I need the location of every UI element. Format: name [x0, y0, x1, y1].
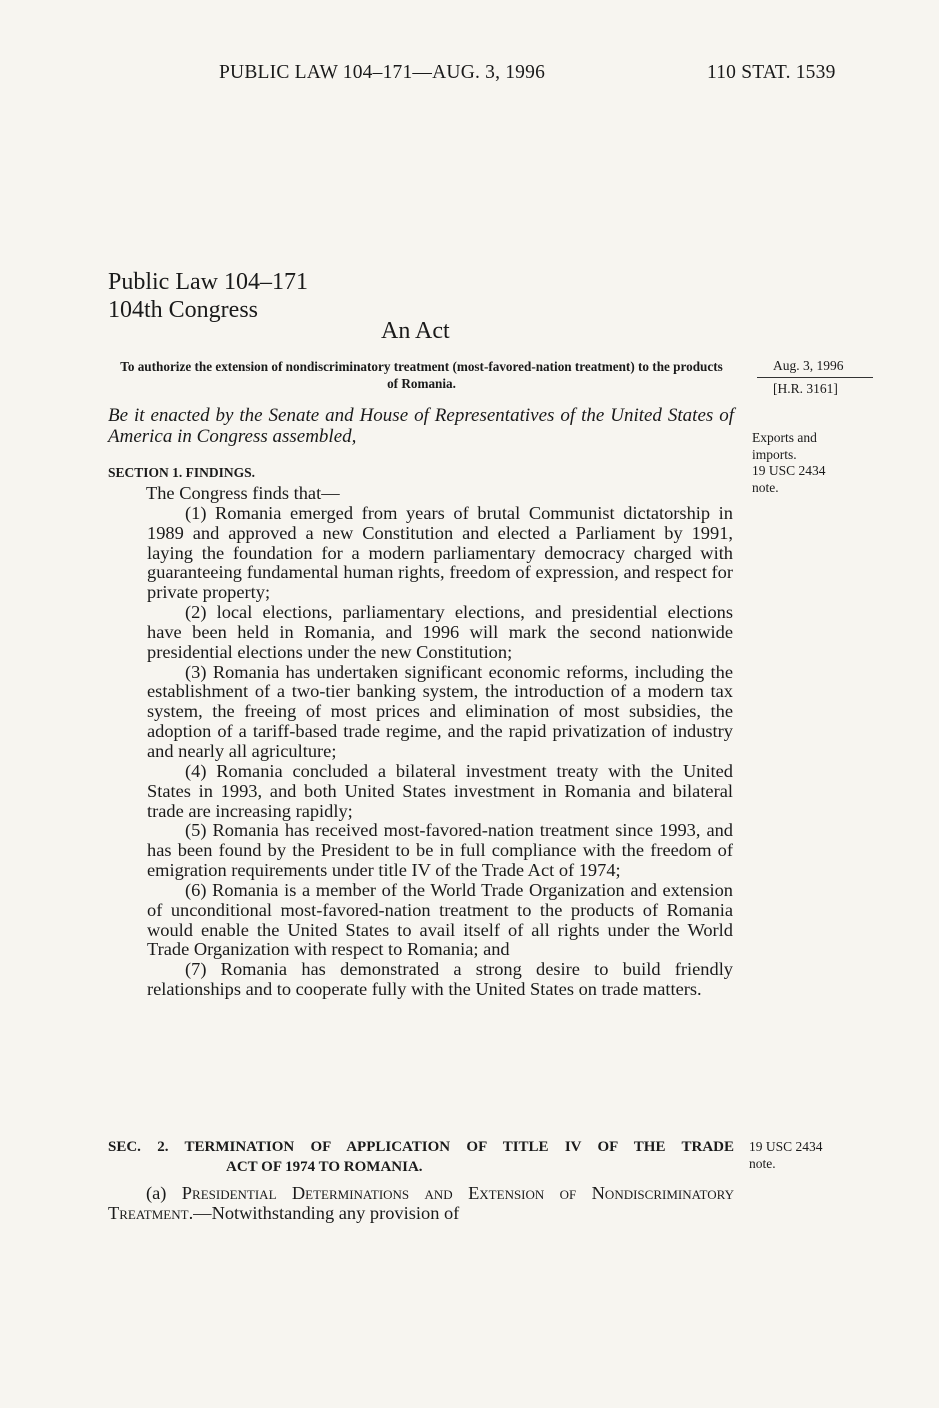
running-head-left: PUBLIC LAW 104–171—AUG. 3, 1996 [219, 62, 546, 83]
purpose-statement: To authorize the extension of nondiscriminatory treatment (most-favored-nation treatment) to the products of Romania. [120, 359, 723, 391]
margin-notes-section1 [752, 430, 852, 496]
margin-usc-1: 19 USC 2434 note. [752, 463, 826, 495]
finding-2: (2) local elections, parliamentary elections, and presidential elections have been held in Romania, and 1996 will mark the second nationwide presidential elections under the new Constitution; [147, 602, 733, 662]
finding-4: (4) Romania concluded a bilateral investment treaty with the United States in 1993, and both United States investment in Romania and bilateral trade are increasing rapidly; [147, 760, 733, 821]
finding-1: (1) Romania emerged from years of brutal Communist dictatorship in 1989 and approved a new Constitution and elected a Parliament by 1991, laying the foundation for a modern parliamentary democracy charged with guaranteeing fundamental human rights, freedom of expression, and respect for private property; [147, 502, 733, 603]
finding-5: (5) Romania has received most-favored-nation treatment since 1993, and has been found by the President to be in full compliance with the freedom of emigration requirements under title IV of the Trade Act of 1974; [147, 820, 733, 881]
section2-heading [108, 1137, 734, 1177]
subsection-a-heading: Presidential Determinations and Extension of Nondiscriminatory Treatment. [108, 1183, 734, 1223]
running-head-right: 110 STAT. 1539 [707, 62, 836, 83]
finding-3: (3) Romania has undertaken significant economic reforms, including the establishment of a two-tier banking system, the introduction of a modern tax system, the freeing of most prices and elimination of most subsidies, the adoption of a tariff-based trade regime, and the rapid privatization of industry and nearly all agriculture; [147, 661, 733, 761]
margin-rule [757, 377, 873, 378]
finding-6: (6) Romania is a member of the World Trade Organization and extension of unconditional most-favored-nation treatment to the products of Romania would enable the United States to avail itself of all rights under the World Trade Organization with respect to Romania; and [147, 879, 733, 960]
enacting-clause: Be it enacted by the Senate and House of Representatives of the United States of America in Congress assembled, [108, 405, 734, 447]
subsection-a-label: (a) [146, 1183, 167, 1203]
subsection-a-text: —Notwithstanding any provision of [193, 1203, 460, 1223]
section2-heading-line1: SEC. 2. TERMINATION OF APPLICATION OF TITLE IV OF THE TRADE [108, 1139, 734, 1155]
margin-date: Aug. 3, 1996 [773, 358, 844, 373]
margin-bill-number: [H.R. 3161] [773, 381, 838, 396]
section2-heading-line2: ACT OF 1974 TO ROMANIA. [226, 1159, 423, 1175]
act-title: An Act [381, 318, 450, 344]
section1-body [147, 484, 733, 1000]
margin-topic: Exports and imports. [752, 430, 817, 462]
finding-7: (7) Romania has demonstrated a strong desire to build friendly relationships and to cooperate fully with the United States on trade matters. [147, 959, 733, 1000]
public-law-number: Public Law 104–171 [108, 269, 308, 295]
congress-number: 104th Congress [108, 297, 258, 323]
findings-intro: The Congress finds that— [146, 483, 340, 503]
law-title-block [108, 268, 308, 324]
subsection-a [108, 1183, 734, 1223]
margin-usc-2: 19 USC 2434 note. [749, 1139, 823, 1171]
section1-heading: SECTION 1. FINDINGS. [108, 465, 256, 480]
